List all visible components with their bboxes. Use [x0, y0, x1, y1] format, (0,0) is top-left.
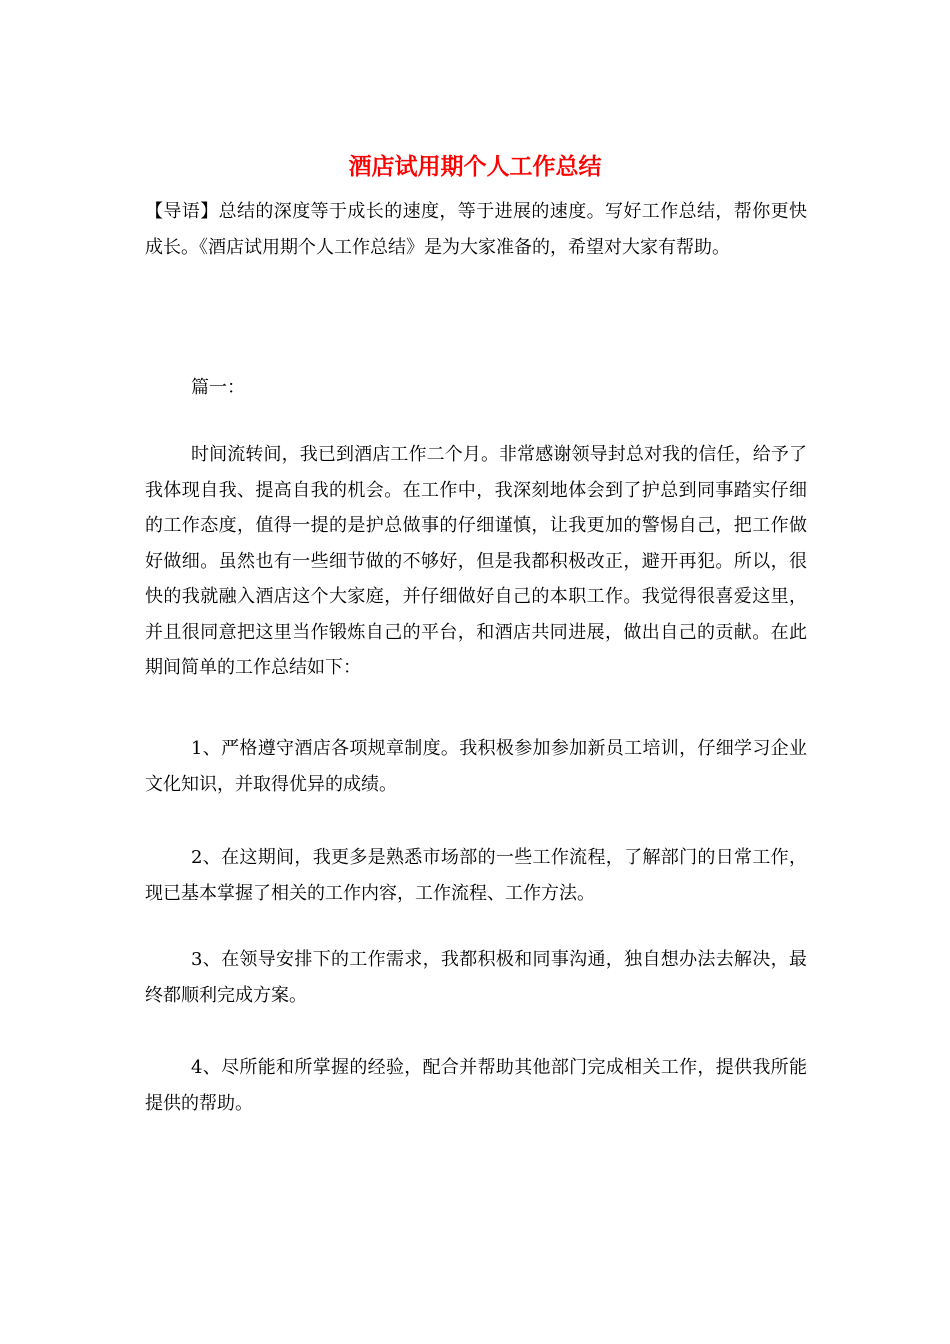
list-item: 2、在这期间，我更多是熟悉市场部的一些工作流程，了解部门的日常工作，现已基本掌握了相关的工作内容，工作流程、工作方法。 [145, 847, 807, 904]
body-paragraph: 时间流转间，我已到酒店工作二个月。非常感谢领导封总对我的信任，给予了我体现自我、提高自我的机会。在工作中，我深刻地体会到了护总到同事踏实仔细的工作态度，值得一提的是护总做事的仔细谨慎，让我更加的警惕自己，把工作做好做细。虽然也有一些细节做的不够好，但是我都积极改正，避开再犯。所以，很快的我就融入酒店这个大家庭，并仔细做好自己的本职工作。我觉得很喜爱这里，并且很同意把这里当作锻炼自己的平台，和酒店共同进展，做出自己的贡献。在此期间简单的工作总结如下： [145, 444, 807, 678]
section-heading: 篇一： [191, 377, 245, 398]
list-item: 1、严格遵守酒店各项规章制度。我积极参加参加新员工培训，仔细学习企业文化知识，并取得优异的成绩。 [145, 738, 807, 795]
list-item: 4、尽所能和所掌握的经验，配合并帮助其他部门完成相关工作，提供我所能提供的帮助。 [145, 1057, 807, 1114]
list-item: 3、在领导安排下的工作需求，我都积极和同事沟通，独自想办法去解决，最终都顺利完成方案。 [145, 949, 807, 1006]
document-title: 酒店试用期个人工作总结 [348, 153, 602, 180]
intro-paragraph: 【导语】总结的深度等于成长的速度，等于进展的速度。写好工作总结，帮你更快成长。《酒店试用期个人工作总结》是为大家准备的，希望对大家有帮助。 [145, 201, 807, 258]
